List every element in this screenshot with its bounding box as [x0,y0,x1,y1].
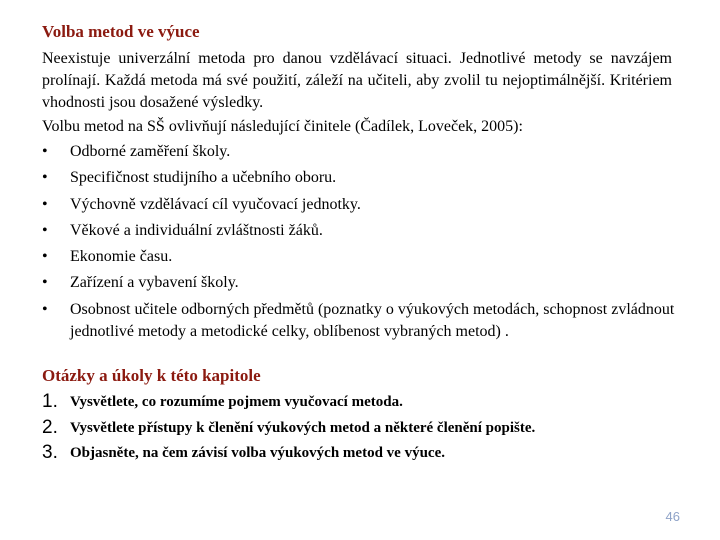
list-item-text: Věkové a individuální zvláštnosti žáků. [70,221,323,239]
list-item-text: Specifičnost studijního a učebního oboru. [70,169,337,187]
bullet-icon: • [42,274,48,292]
bullet-icon: • [42,169,48,187]
factors-list [42,141,682,347]
list-item [42,299,682,343]
list-item [42,246,682,268]
list-item-text: Výchovně vzdělávací cíl vyučovací jednotky. [70,195,361,213]
factors-lead-sentence: Volbu metod na SŠ ovlivňují následující činitele (Čadílek, Loveček, 2005): [42,118,523,135]
question-text: Vysvětlete, co rozumíme pojmem vyučovací metoda. [70,394,403,410]
questions-heading: Otázky a úkoly k této kapitole [42,366,261,385]
bullet-icon: • [42,300,48,318]
question-text: Vysvětlete přístupy k členění výukových metod a některé členění popište. [70,419,536,436]
questions-list [42,389,682,466]
bullet-icon: • [42,195,48,213]
page-number: 46 [665,509,680,524]
list-item [42,167,682,189]
list-item [42,194,682,216]
list-item-text: Odborné zaměření školy. [70,143,231,160]
question-text: Objasněte, na čem závisí volba výukových metod ve výuce. [70,445,445,461]
question-number: 3. [42,442,58,463]
question-number: 2. [42,416,58,438]
list-item [42,220,682,242]
bullet-icon: • [42,248,48,266]
list-item [42,272,682,294]
question-number: 1. [42,391,58,412]
question-item [42,389,682,415]
list-item-text: Ekonomie času. [70,248,173,266]
bullet-icon: • [42,143,48,160]
bullet-icon: • [42,221,48,239]
list-item-text: Zařízení a vybavení školy. [70,274,239,292]
list-item [42,141,682,163]
intro-paragraph: Neexistuje univerzální metoda pro danou vzdělávací situaci. Jednotlivé metody se navzájem prolínají. Každá metoda má své použití, záleží na učiteli, aby zvolil tu nejoptimálnější. Kritériem vhodnosti jsou dosažené výsledky. [42,50,672,111]
question-item [42,415,682,441]
list-item-text: Osobnost učitele odborných předmětů (poznatky o výukových metodách, schopnost zvládnout jednotlivé metody a metodické celky, oblíbenost vybraných metod) . [70,300,675,340]
question-item [42,440,682,466]
page-title: Volba metod ve výuce [42,22,200,41]
